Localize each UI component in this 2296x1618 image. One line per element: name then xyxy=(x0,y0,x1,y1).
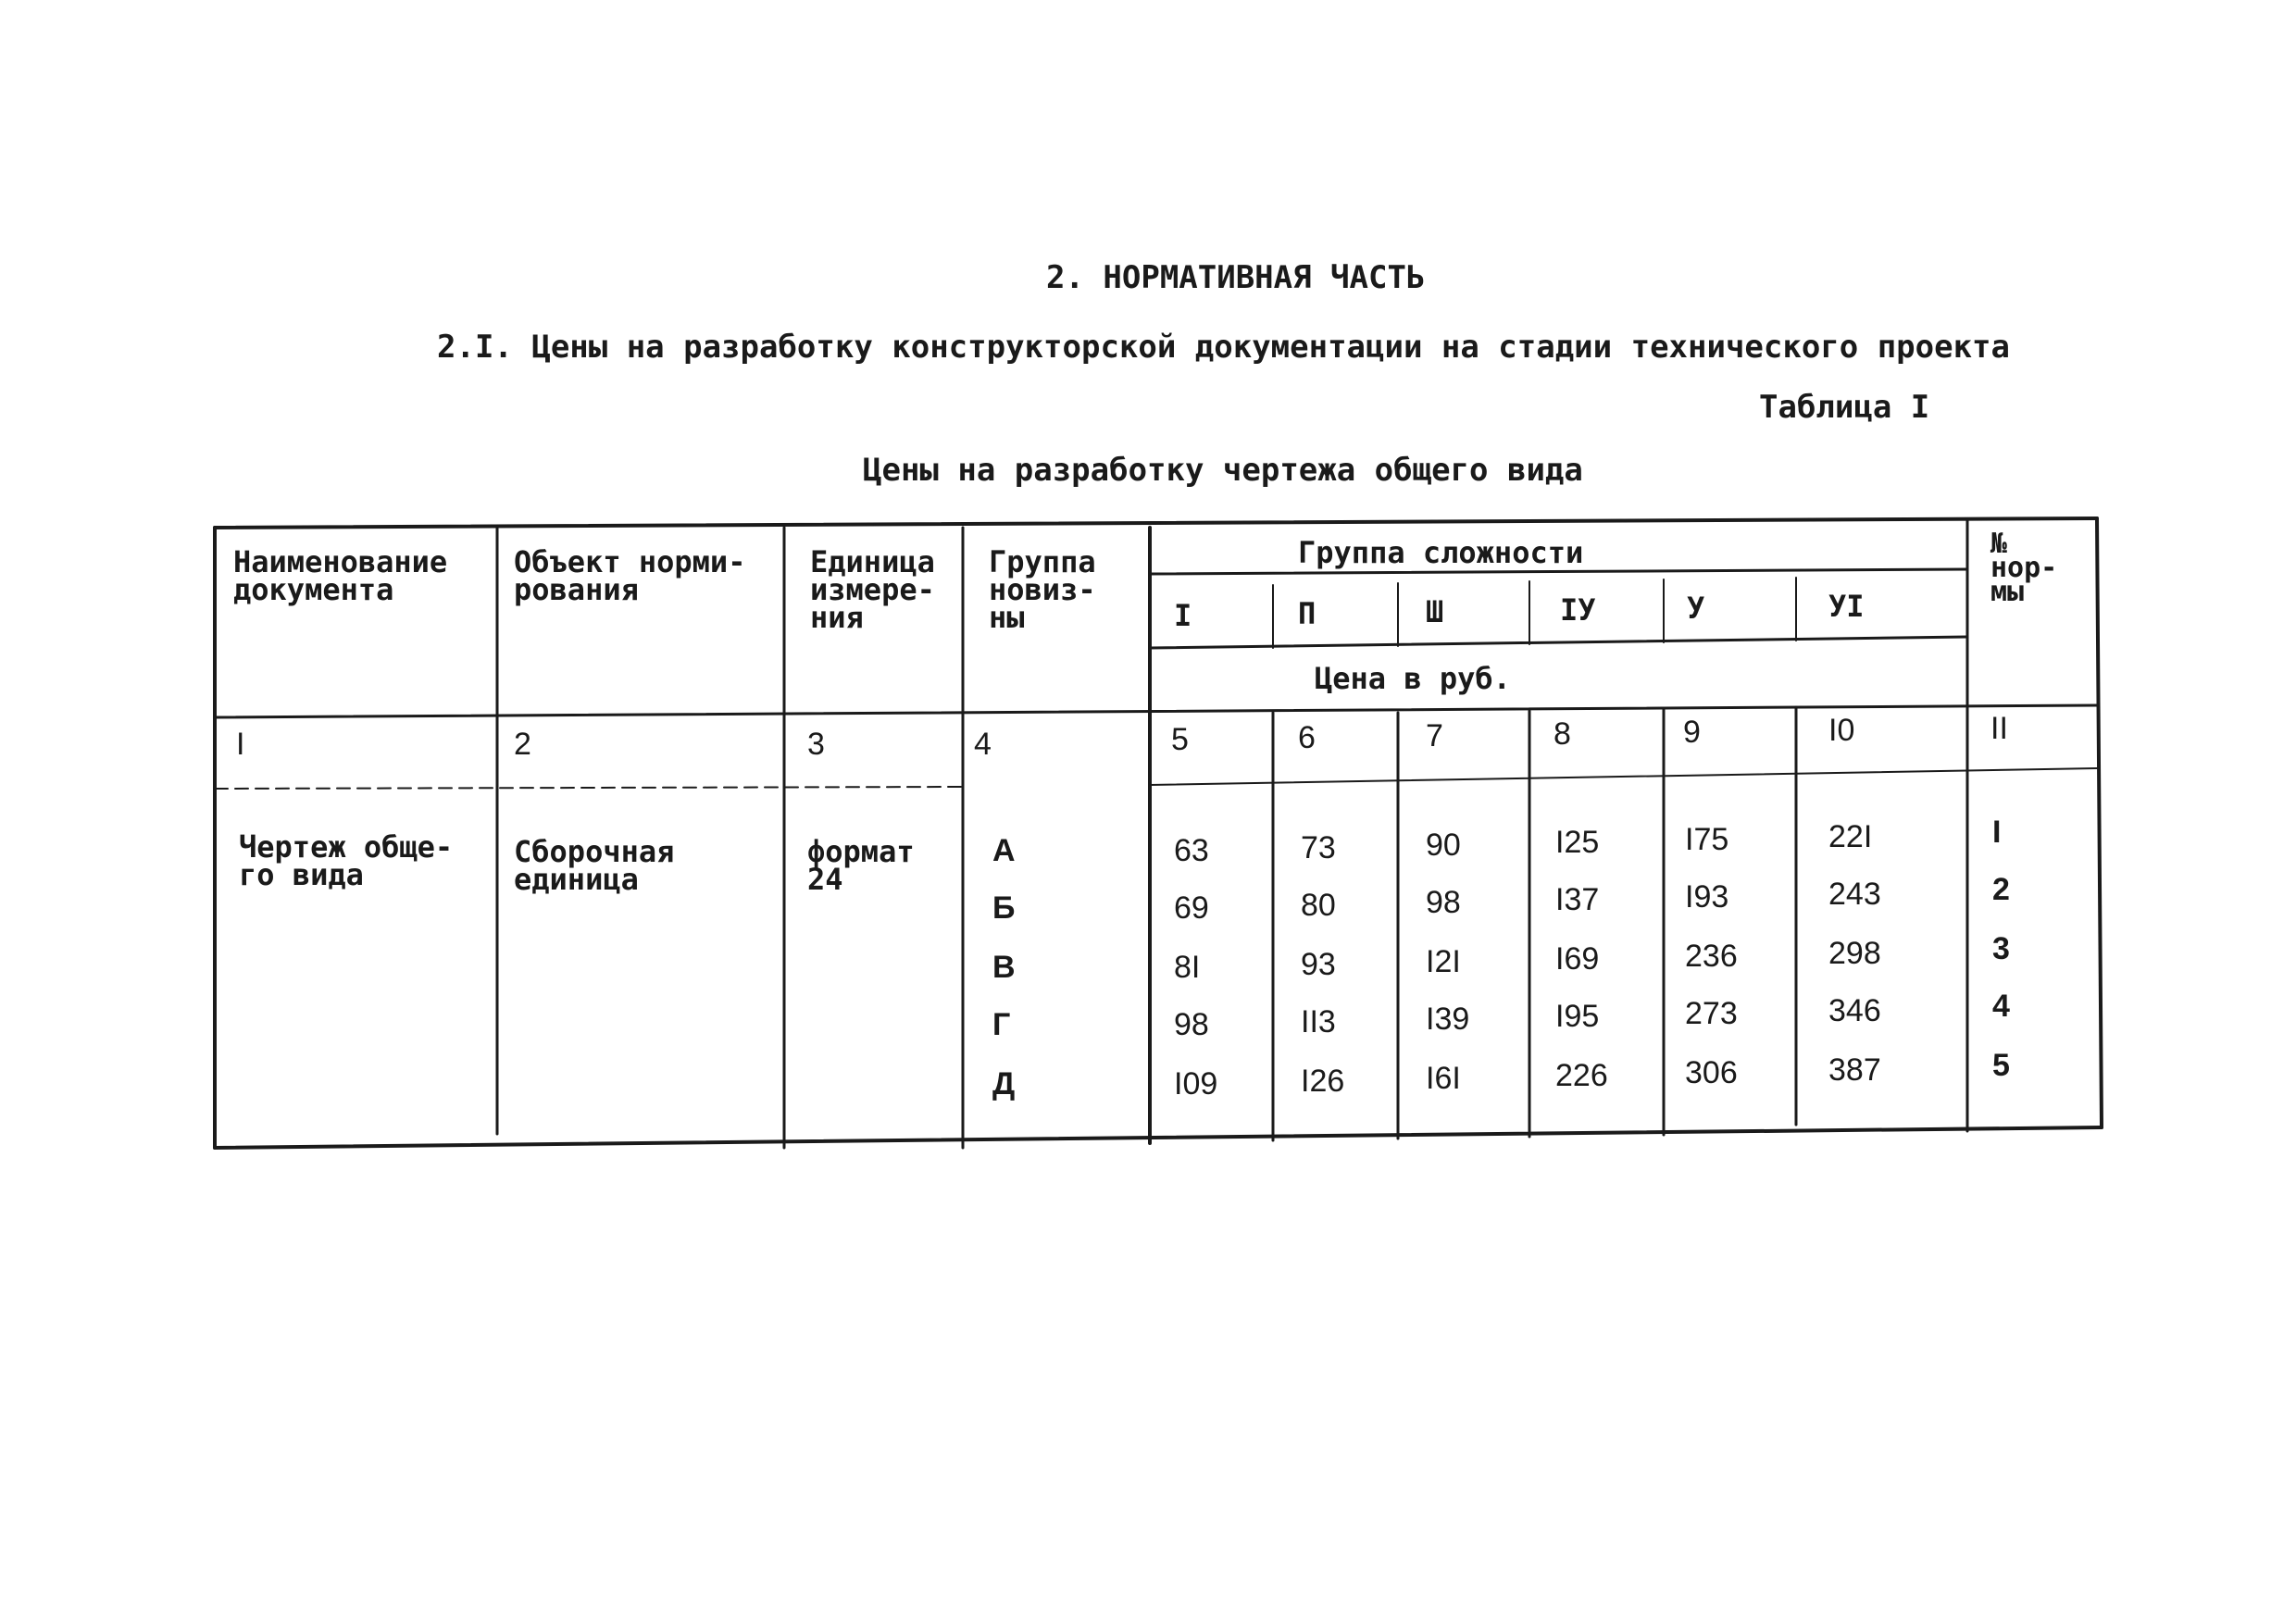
price-cell: 236 xyxy=(1685,939,1738,974)
price-cell: I95 xyxy=(1555,999,1600,1034)
price-cell: I6I xyxy=(1426,1061,1461,1096)
table-label: Таблица I xyxy=(1759,389,1930,426)
column-number: 5 xyxy=(1171,722,1189,757)
price-cell: 346 xyxy=(1828,993,1881,1028)
norm-number: 3 xyxy=(1992,931,2010,966)
complexity-group-5: У xyxy=(1687,591,1705,626)
price-cell: 298 xyxy=(1828,936,1881,971)
price-cell: I25 xyxy=(1555,825,1600,860)
price-cell: I39 xyxy=(1426,1002,1470,1037)
norm-number: 2 xyxy=(1992,872,2010,907)
complexity-group-2: П xyxy=(1298,596,1316,631)
norm-number: 4 xyxy=(1992,989,2010,1024)
novelty-group: Б xyxy=(992,890,1016,926)
price-cell: 243 xyxy=(1828,877,1881,912)
price-cell: 90 xyxy=(1426,828,1461,863)
price-cell: 8I xyxy=(1174,950,1201,985)
column-number: 4 xyxy=(974,727,992,762)
section-title: 2. НОРМАТИВНАЯ ЧАСТЬ xyxy=(1046,259,1426,296)
complexity-group-6: УI xyxy=(1828,589,1865,624)
table-caption: Цены на разработку чертежа общего вида xyxy=(863,452,1583,489)
column-number: 3 xyxy=(807,727,825,762)
price-cell: 226 xyxy=(1555,1058,1608,1093)
column-number: I xyxy=(236,727,245,762)
header-object: Объект норми- рования xyxy=(514,544,746,607)
complexity-group-1: I xyxy=(1174,598,1192,633)
complexity-group-4: IУ xyxy=(1560,592,1596,628)
price-cell: 63 xyxy=(1174,833,1209,868)
header-doc-name: Наименование документа xyxy=(233,544,448,607)
price-cell: I75 xyxy=(1685,822,1729,857)
price-cell: 93 xyxy=(1301,947,1336,982)
column-number: II xyxy=(1990,711,2008,746)
price-cell: I93 xyxy=(1685,879,1729,915)
price-cell: 306 xyxy=(1685,1055,1738,1090)
price-cell: 22I xyxy=(1828,819,1873,854)
novelty-group: Д xyxy=(992,1066,1016,1101)
column-number: 7 xyxy=(1426,718,1443,753)
body-doc-name: Чертеж обще- го вида xyxy=(239,829,454,892)
price-cell: I09 xyxy=(1174,1066,1218,1101)
column-number: 6 xyxy=(1298,720,1316,755)
price-cell: 98 xyxy=(1426,885,1461,920)
column-number: 9 xyxy=(1683,715,1701,750)
complexity-group-3: Ш xyxy=(1426,594,1444,629)
novelty-group: А xyxy=(992,833,1016,868)
price-cell: I37 xyxy=(1555,882,1600,917)
norm-number: I xyxy=(1992,815,2002,850)
column-number: I0 xyxy=(1828,713,1855,748)
novelty-group: В xyxy=(992,950,1016,985)
header-unit: Единица измере- ния xyxy=(810,544,935,635)
novelty-group: Г xyxy=(992,1007,1011,1042)
price-cell: I69 xyxy=(1555,941,1600,977)
price-cell: II3 xyxy=(1301,1004,1336,1039)
norm-number: 5 xyxy=(1992,1048,2010,1083)
body-object: Сборочная единица xyxy=(514,834,675,897)
price-cell: 69 xyxy=(1174,890,1209,926)
header-norm-no: № нор- мы xyxy=(1990,528,2058,608)
header-price: Цена в руб. xyxy=(1315,661,1511,696)
subsection-title: 2.I. Цены на разработку конструкторской документации на стадии технического проекта xyxy=(437,329,2010,366)
column-number: 8 xyxy=(1554,716,1571,752)
price-cell: 273 xyxy=(1685,996,1738,1031)
header-novelty: Группа новиз- ны xyxy=(989,544,1096,635)
column-number: 2 xyxy=(514,727,531,762)
price-cell: I26 xyxy=(1301,1064,1345,1099)
price-cell: 387 xyxy=(1828,1052,1881,1088)
price-cell: I2I xyxy=(1426,944,1461,979)
price-cell: 98 xyxy=(1174,1007,1209,1042)
price-cell: 80 xyxy=(1301,888,1336,923)
body-unit: формат 24 xyxy=(807,834,915,897)
price-cell: 73 xyxy=(1301,830,1336,865)
header-complexity: Группа сложности xyxy=(1298,535,1584,570)
